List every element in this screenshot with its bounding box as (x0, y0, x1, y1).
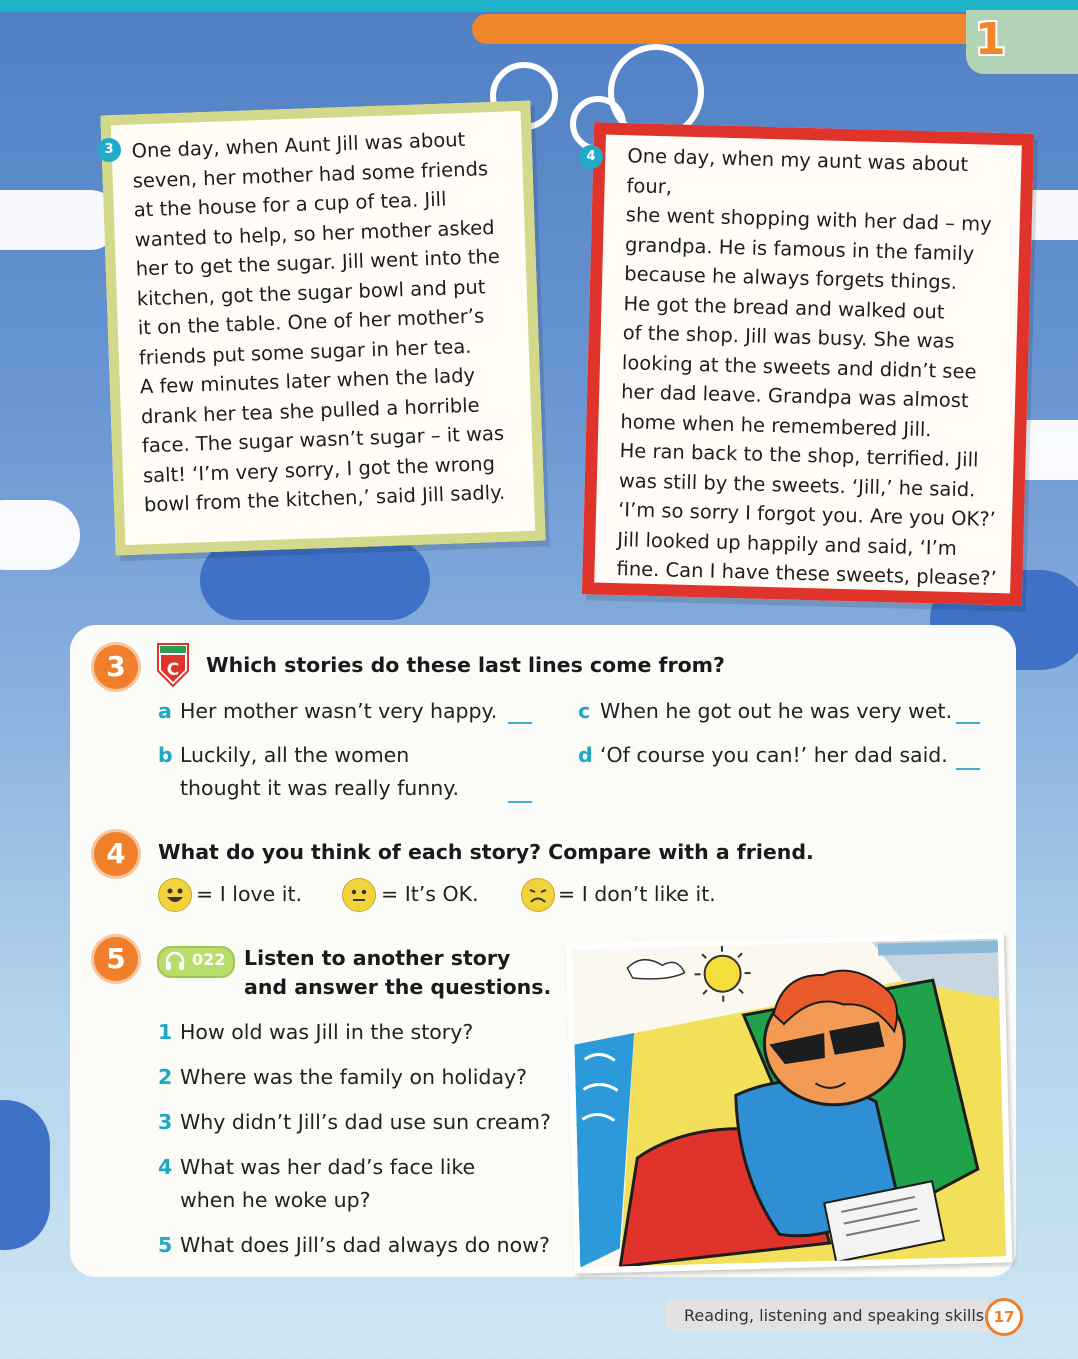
item-text: Luckily, all the women thought it was really funny. (180, 743, 460, 800)
sad-face-icon (521, 878, 555, 912)
item-letter: b (158, 743, 173, 767)
exercise-number: 4 (94, 832, 138, 876)
face-label: = I love it. (196, 882, 303, 906)
face-label: = It’s OK. (381, 882, 479, 906)
top-teal-strip (0, 0, 1078, 12)
footer-label: Reading, listening and speaking skills (684, 1306, 985, 1325)
beach-illustration (566, 932, 1012, 1273)
item-letter: d (578, 743, 593, 767)
cloud-left (0, 190, 120, 250)
unit-header-bar (472, 14, 992, 44)
question-text: Why didn’t Jill’s dad use sun cream? (180, 1110, 551, 1134)
question-number: 1 (158, 1020, 173, 1044)
question-number: 3 (158, 1110, 173, 1134)
cloud-blue-middle (200, 540, 430, 620)
story-text: One day, when Aunt Jill was about seven, her mother had some friends at the house for a cup of tea. Jill wanted to help, so her mother asked her to get the sugar. Jill went into the kitchen, got the sugar bowl and put it on the table. One of her mother’s friends put some sugar in her tea. A few minutes later when the lady drank her tea she pulled a horrible face. The sugar wasn’t sugar – it was salt! ‘I’m very sorry, I got the wrong bowl from the kitchen,’ said Jill sadly. (131, 127, 506, 517)
face-label: = I don’t like it. (558, 882, 716, 906)
story-number-badge: 3 (97, 138, 121, 162)
item-letter: a (158, 699, 172, 723)
happy-face-icon (158, 878, 192, 912)
item-text: When he got out he was very wet. (600, 699, 953, 723)
unit-number: 1 (975, 14, 1006, 65)
critical-thinking-badge-icon (157, 643, 189, 687)
exercise-number: 5 (94, 937, 138, 981)
exercise-heading-line1: Listen to another story (244, 946, 511, 970)
cloud-blue-left-bottom (0, 1100, 50, 1250)
page-number: 17 (985, 1298, 1023, 1336)
question-number: 4 (158, 1155, 173, 1179)
item-text: Her mother wasn’t very happy. (180, 699, 498, 723)
exercise-heading-line2: and answer the questions. (244, 975, 552, 999)
sunbathing-man-picture (572, 938, 1006, 1267)
item-text: ‘Of course you can!’ her dad said. (600, 743, 948, 767)
story-card-4 (582, 122, 1034, 605)
question-number: 2 (158, 1065, 173, 1089)
exercise-heading: Which stories do these last lines come from? (206, 653, 725, 677)
headphones-icon (164, 950, 186, 972)
answer-blank[interactable] (956, 722, 980, 724)
svg-text:C: C (166, 660, 180, 680)
question-text: How old was Jill in the story? (180, 1020, 474, 1044)
question-text: What does Jill’s dad always do now? (180, 1233, 550, 1257)
cloud-left-2 (0, 500, 80, 570)
answer-blank[interactable] (508, 801, 532, 803)
item-letter: c (578, 699, 591, 723)
exercise-number: 3 (94, 645, 138, 689)
question-text: Where was the family on holiday? (180, 1065, 528, 1089)
question-number: 5 (158, 1233, 173, 1257)
neutral-face-icon (342, 878, 376, 912)
exercise-heading: What do you think of each story? Compare with a friend. (158, 840, 814, 864)
story-card-3 (100, 101, 545, 556)
story-text: One day, when my aunt was about four, she went shopping with her dad – my grandpa. He is famous in the family because he always forgets things. He got the bread and walked out of the shop. Jill was busy. She was looking at the sweets and didn’t see her dad leave. Grandpa was almost home when he remembered Jill. He ran back to the shop, terrified. Jill was still by the sweets. ‘Jill,’ he said. ‘I’m so sorry I forgot you. Are you OK?’ Jill looked up happily and said, ‘I’m fine. Can I have these sweets, please?’ (616, 144, 998, 591)
audio-track-number: 022 (192, 950, 226, 969)
answer-blank[interactable] (956, 768, 980, 770)
story-number-badge: 4 (579, 145, 603, 169)
answer-blank[interactable] (508, 722, 532, 724)
question-text: What was her dad’s face like when he woke up? (180, 1155, 476, 1212)
